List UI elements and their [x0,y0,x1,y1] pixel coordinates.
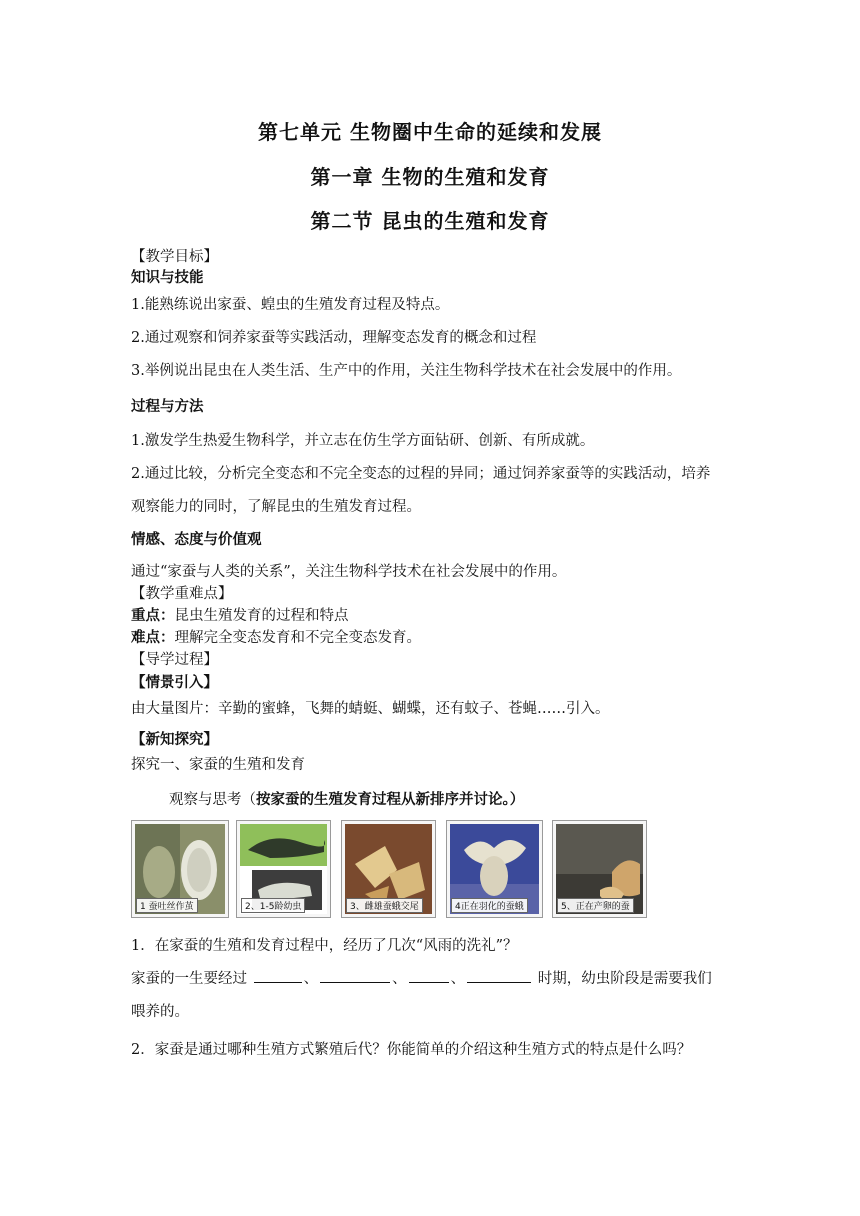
photo-caption: 3、雌雄蚕蛾交尾 [346,898,423,913]
moth-mating-photo [341,820,436,918]
photo-caption: 1 蚕吐丝作茧 [136,898,198,913]
key-point-text: 昆虫生殖发育的过程和特点 [174,608,349,624]
section-title: 第二节 昆虫的生殖和发育 [310,209,550,233]
answer-separator: 、 [450,971,466,987]
explore-one: 探究一、家蚕的生殖和发育 [131,757,305,773]
key-point-label: 重点： [131,608,175,624]
answer-suffix: 时期，幼虫阶段是需要我们 [537,971,712,987]
answer-blank-1[interactable] [254,968,302,983]
key-points-heading: 【教学重难点】 [131,586,233,602]
knowledge-item-3: 3.举例说出昆虫在人类生活、生产中的作用，关注生物科学技术在社会发展中的作用。 [131,363,682,379]
scene-heading: 【情景引入】 [131,675,218,691]
answer-blank-2[interactable] [320,968,390,983]
knowledge-item-1: 1.能熟练说出家蚕、蝗虫的生殖发育过程及特点。 [131,297,450,313]
knowledge-heading: 知识与技能 [131,270,204,286]
guide-heading: 【导学过程】 [131,652,218,668]
emotion-text: 通过“家蚕与人类的关系”，关注生物科学技术在社会发展中的作用。 [131,564,567,580]
difficult-point-text: 理解完全变态发育和不完全变态发育。 [174,630,421,646]
photo-caption: 4正在羽化的蚕蛾 [451,898,528,913]
knowledge-item-2: 2.通过观察和饲养家蚕等实践活动，理解变态发育的概念和过程 [131,330,537,346]
unit-title: 第七单元 生物圈中生命的延续和发展 [258,120,602,144]
observe-prefix: 观察与思考（ [169,792,256,808]
answer-blank-3[interactable] [409,968,449,983]
question-2: 2．家蚕是通过哪种生殖方式繁殖后代？你能简单的介绍这种生殖方式的特点是什么吗？ [131,1042,692,1058]
objectives-heading: 【教学目标】 [131,249,218,265]
difficult-point-label: 难点： [131,630,175,646]
question-1-answer [131,967,712,988]
process-item-2-cont: 观察能力的同时，了解昆虫的生殖发育过程。 [131,499,421,515]
explore-heading: 【新知探究】 [131,732,218,748]
silkworm-photo-strip [131,820,651,920]
cocoon-photo [131,820,229,918]
question-1-answer-cont: 喂养的。 [131,1004,189,1020]
process-item-2: 2.通过比较，分析完全变态和不完全变态的过程的异同；通过饲养家蚕等的实践活动，培养 [131,466,711,482]
answer-separator: 、 [303,971,319,987]
process-heading: 过程与方法 [131,399,204,415]
photo-caption: 5、正在产卵的蚕 [557,898,634,913]
answer-prefix: 家蚕的一生要经过 [131,971,247,987]
emerging-moth-photo [446,820,543,918]
egg-laying-photo [552,820,647,918]
difficult-point-line [131,626,421,647]
emotion-heading: 情感、态度与价值观 [131,532,262,548]
key-point-line [131,604,349,625]
process-item-1: 1.激发学生热爱生物科学，并立志在仿生学方面钻研、创新、有所成就。 [131,433,595,449]
photo-caption: 2、1-5龄幼虫 [241,898,305,913]
answer-separator: 、 [392,971,407,987]
scene-text: 由大量图片：辛勤的蜜蜂，飞舞的蜻蜓、蝴蝶，还有蚊子、苍蝇……引入。 [131,701,610,717]
larva-photo [236,820,331,918]
answer-blank-4[interactable] [467,968,531,983]
observe-bold: 按家蚕的生殖发育过程从新排序并讨论。） [256,792,525,808]
question-1: 1．在家蚕的生殖和发育过程中，经历了几次“风雨的洗礼”？ [131,938,518,954]
chapter-title: 第一章 生物的生殖和发育 [310,165,550,189]
observe-line [169,788,524,809]
